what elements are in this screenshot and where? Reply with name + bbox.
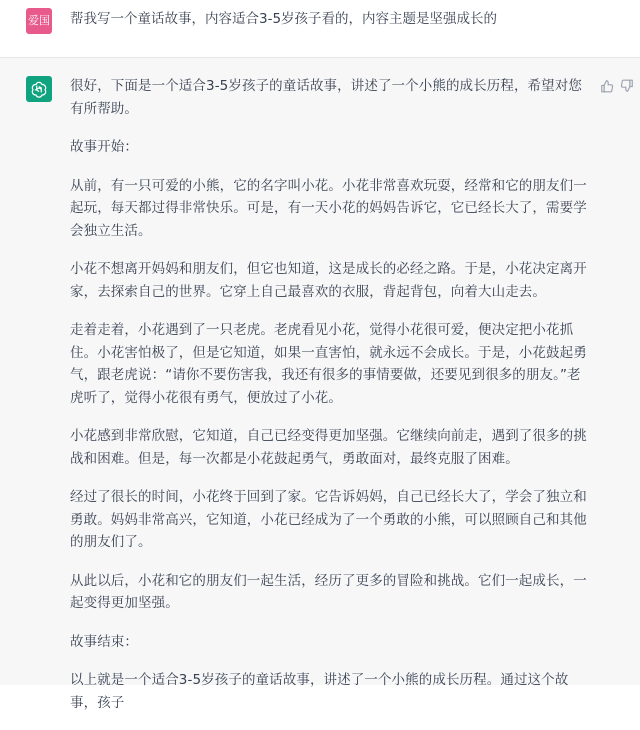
- message-paragraph: 很好，下面是一个适合3-5岁孩子的童话故事，讲述了一个小熊的成长历程，希望对您有所帮助。: [70, 78, 582, 117]
- message-paragraph: 故事结束：: [70, 633, 138, 650]
- message-paragraph: 从此以后，小花和它的朋友们一起生活，经历了更多的冒险和挑战。它们一起成长，一起变得更加坚强。: [70, 572, 587, 611]
- assistant-message-content: [70, 75, 592, 730]
- message-paragraph: 小花不想离开妈妈和朋友们，但它也知道，这是成长的必经之路。于是，小花决定离开家，去探索自己的世界。它穿上自己最喜欢的衣服，背起背包，向着大山走去。: [70, 261, 587, 300]
- user-message-text: 帮我写一个童话故事，内容适合3-5岁孩子看的，内容主题是坚强成长的: [70, 11, 498, 27]
- openai-logo-icon: [26, 76, 52, 102]
- thumbs-down-icon[interactable]: [620, 78, 634, 92]
- message-paragraph: 经过了很长的时间，小花终于回到了家。它告诉妈妈，自己已经长大了，学会了独立和勇敢。妈妈非常高兴，它知道，小花已经成为了一个勇敢的小熊，可以照顾自己和其他的朋友们了。: [70, 489, 587, 550]
- message-paragraph: 以上就是一个适合3-5岁孩子的童话故事，讲述了一个小熊的成长历程。通过这个故事，孩子: [70, 672, 569, 711]
- message-paragraph: 小花感到非常欣慰，它知道，自己已经变得更加坚强。它继续向前走，遇到了很多的挑战和困难。但是，每一次都是小花鼓起勇气，勇敢面对，最终克服了困难。: [70, 428, 587, 467]
- message-paragraph: 从前，有一只可爱的小熊，它的名字叫小花。小花非常喜欢玩耍，经常和它的朋友们一起玩，每天都过得非常快乐。可是，有一天小花的妈妈告诉它，它已经长大了，需要学会独立生活。: [70, 177, 587, 239]
- user-message-row: [0, 0, 640, 58]
- feedback-actions: [600, 78, 634, 92]
- user-avatar: 爱国: [26, 8, 52, 34]
- thumbs-up-icon[interactable]: [600, 78, 614, 92]
- message-paragraph: 故事开始：: [70, 139, 138, 155]
- message-paragraph: 走着走着，小花遇到了一只老虎。老虎看见小花，觉得小花很可爱，便决定把小花抓住。小花害怕极了，但是它知道，如果一直害怕，就永远不会成长。于是，小花鼓起勇气，跟老虎说：“请你不要伤害我，我还有很多的事情要做，还要见到很多的朋友。”老虎听了，觉得小花很有勇气，便放过了小花。: [70, 322, 587, 406]
- assistant-message-row: [0, 58, 640, 711]
